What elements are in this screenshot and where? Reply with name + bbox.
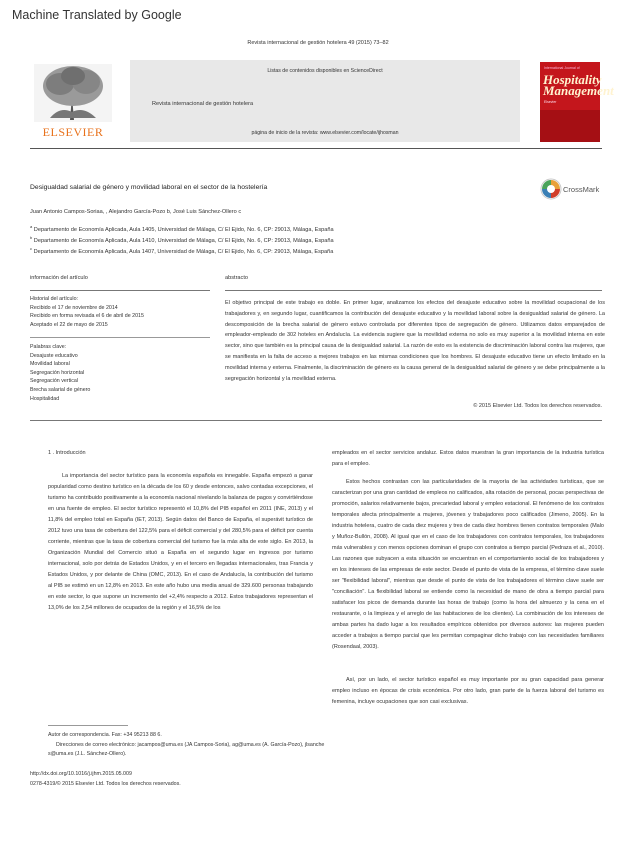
affiliation-c	[30, 246, 333, 255]
issn-line: 0278-4319/© 2015 Elsevier Ltd. Todos los derechos reservados.	[30, 780, 181, 787]
doi-block	[30, 770, 181, 789]
author-list: Juan Antonio Campos-Soriaa, , Alejandro García-Pozo b, José Luis Sánchez-Ollero c	[30, 209, 242, 215]
history-accepted: Aceptado el 22 de mayo de 2015	[30, 321, 108, 328]
cover-stripe	[540, 110, 600, 142]
abstract-heading: abstracto	[225, 275, 249, 281]
keyword-item: Movilidad laboral	[30, 361, 70, 368]
section-heading: 1 . Introducción	[48, 450, 86, 456]
history-heading: Historial del artículo:	[30, 296, 78, 302]
affiliation-marker: c	[30, 246, 32, 251]
keywords-heading: Palabras clave:	[30, 344, 67, 350]
body-paragraph: Estos hechos contrastan con las particularidades de la mayoría de las actividades turísticas, que se caracterizan por una gran cantidad de empleos no calificados, alta rotación de personal, pocas perspectivas de promoción, salarios relativamente bajos, precariedad laboral y empleo estacional. El fenómeno de los contratos temporales afecta principalmente a mujeres, jóvenes y trabajadores poco calificados (Jimeno, 2005). En la industria hotelera, cuatro de cada diez mujeres y tres de cada diez hombres tienen contratos temporales (Malo y Muñoz-Bullón, 2008). Al igual que en el caso de los trabajadores con contratos temporales, los trabajadores más vulnerables y con menos opciones dominan el grupo con contratos a tiempo parcial (Pedraza et al., 2010). Las razones que subyacen a esta situación se encuentran en el comportamiento social de los trabajadores y en los intereses de las empresas de este sector. Desde el punto de vista de la empresa, el término clave suele ser "flexibilidad laboral", mientras que desde el punto de vista de los trabajadores el término clave suele ser "conciliación". La flexibilidad laboral se entiende como la necesidad de mano de obra a tiempo parcial para satisfacer los picos de demanda durante las horas de trabajo (como la hora del almuerzo y la cena en el restaurante, o la limpieza y el arreglo de las habitaciones de los clientes). La combinación de los intereses de ambas partes ha dado lugar a los resultados empíricos obtenidos por diversos autores: las mujeres pueden acceder a trabajos a tiempo parcial que les permitan compaginar dicho trabajo con las necesidades familiares (Rosendaal, 2003).	[332, 479, 604, 650]
article-title: Desigualdad salarial de género y movilidad laboral en el sector de la hostelería	[30, 184, 268, 191]
affiliation-b	[30, 235, 334, 244]
keywords-divider	[30, 337, 210, 338]
affiliation-marker: b	[30, 235, 33, 240]
keyword-item: Segregación horizontal	[30, 369, 85, 376]
article-info-divider	[30, 290, 210, 291]
journal-homepage-link[interactable]: página de inicio de la revista: www.elsevier.com/locate/ijhosman	[251, 130, 399, 136]
keyword-item: Hospitalidad	[30, 395, 60, 402]
journal-cover-image	[540, 62, 614, 142]
crossmark-icon[interactable]	[540, 178, 612, 200]
abstract-bottom-divider	[30, 420, 602, 421]
doi-link[interactable]: http://dx.doi.org/10.1016/j.ijhm.2015.05.009	[30, 771, 132, 777]
machine-translation-banner: Machine Translated by Google	[12, 8, 182, 22]
cover-title: Hospitality Management	[543, 72, 614, 98]
body-left-column	[48, 448, 313, 614]
keyword-item: Brecha salarial de género	[30, 386, 91, 393]
body-paragraph: La importancia del sector turístico para la economía española es innegable. España empezó a ganar popularidad como destino turístico en la década de los 60 y desde entonces, salvo contadas excepciones, el turismo ha contribuido positivamente a la economía nacional nivelando la balanza de pagos y convirtiéndose en una fuente de empleo. El sector turístico representó el 10,8% del PIB español en 2011 (INE, 2013) y el 11,8% del empleo total en España (IET, 2013). Según datos del Banco de España, el superávit turístico de 2012 tuvo una tasa de cobertura del 122,5% para el déficit comercial y del 280,5% para el déficit por cuenta corriente, mientras que la tasa de cobertura comercial del turismo fue la más alta de este siglo. En 2013, la Organización Mundial del Comercio situó a España en el segundo lugar en ingresos por turismo internacional, solo por detrás de Estados Unidos, y en el tercero en llegadas internacionales, tras Francia y Estados Unidos, y por delante de China (OMC, 2013). En el caso de Andalucía, la contribución del turismo al PIB se estimó en un 12,8% en 2013. En este año hubo una media anual de 329.600 personas trabajando en este sector, lo que supone un incremento del +2,4% respecto a 2012. Estos trabajadores representan el 13,0% de los 2,54 millones de ocupados de la región y el 16,5% de los	[48, 473, 313, 611]
cover-sub: Elsevier	[544, 100, 557, 104]
affiliation-marker: a	[30, 224, 33, 229]
article-info-heading: información del artículo	[30, 275, 88, 281]
abstract-divider	[225, 290, 602, 291]
body-paragraph: empleados en el sector servicios andaluz. Estos datos muestran la gran importancia de la industria turística para el empleo.	[332, 450, 604, 467]
abstract-text: El objetivo principal de este trabajo es doble. En primer lugar, analizamos los efectos del desajuste educativo sobre la movilidad ocupacional de los trabajadores y, en segundo lugar, cuantificamos la contribución del desajuste educativo y la movilidad laboral sobre la desigualdad salarial de género. La descomposición de la brecha salarial de género estuvo controlada por diferentes tipos de segregación de género. Utilizamos datos emparejados de empleador-empleado de 302 hoteles en Andalucía. La evidencia sugiere que la movilidad externa no solo es muy superior a la movilidad interna en este sector, sino que también es la principal causa de la desigualdad salarial. La razón de esto es la existencia de discriminación laboral contra las mujeres, que se manifiesta en la falta de acceso a mejores trabajos en las mismas condiciones que los hombres. El desajuste educativo tiene un efecto limitado en la movilidad interna y externa. Finalmente, la discriminación de género es la causa general de la desigualdad salarial de género y se debe principalmente a la segregación horizontal y la movilidad externa.	[225, 300, 605, 382]
affiliation-text: Departamento de Economía Aplicada, Aula 1410, Universidad de Málaga, C/ El Ejido, No. 6, CP: 29013, Málaga, España	[33, 237, 334, 244]
footnote	[48, 731, 328, 760]
cover-top-line: International Journal of	[544, 66, 580, 70]
journal-reference: Revista internacional de gestión hotelera 49 (2015) 73–82	[247, 40, 389, 46]
article-history	[30, 295, 210, 329]
history-revised: Recibido en forma revisada el 6 de abril de 2015	[30, 313, 144, 320]
crossmark-label: CrossMark	[563, 185, 600, 194]
footnote-emails: Direcciones de correo electrónico: jacampos@uma.es (JA Campos-Soria), ag@uma.es (A. García-Pozo), jlsanche s@uma.es (J.L. Sánchez-Ollero).	[48, 741, 325, 758]
footnote-rule	[48, 725, 128, 726]
body-right-column	[332, 448, 604, 708]
header-divider	[30, 148, 602, 149]
journal-name: Revista internacional de gestión hotelera	[152, 101, 254, 107]
history-received: Recibido el 17 de noviembre de 2014	[30, 304, 118, 311]
body-paragraph: Así, por un lado, el sector turístico español es muy importante por su gran capacidad para generar empleo incluso en épocas de crisis económica. Por otro lado, gran parte de la fuerza laboral del turismo es femenina, incluye ocupaciones que son casi exclusivas.	[332, 677, 604, 705]
footnote-correspondence: Autor de correspondencia. Fax: +34 95213 88 6.	[48, 732, 162, 738]
affiliation-text: Departamento de Economía Aplicada, Aula 1405, Universidad de Málaga, C/ El Ejido, No. 6, CP: 29013, Málaga, España	[33, 226, 334, 233]
contents-available-line: Listas de contenidos disponibles en ScienceDirect	[267, 68, 383, 74]
keywords-block	[30, 343, 210, 403]
keyword-item: Desajuste educativo	[30, 352, 78, 359]
elsevier-wordmark: ELSEVIER	[42, 125, 104, 139]
affiliation-text: Departamento de Economía Aplicada, Aula 1407, Universidad de Málaga, C/ El Ejido, No. 6, CP: 29013, Málaga, España	[33, 248, 334, 255]
abstract-copyright: © 2015 Elsevier Ltd. Todos los derechos reservados.	[473, 403, 602, 409]
affiliation-a	[30, 224, 334, 233]
keyword-item: Segregación vertical	[30, 378, 78, 385]
